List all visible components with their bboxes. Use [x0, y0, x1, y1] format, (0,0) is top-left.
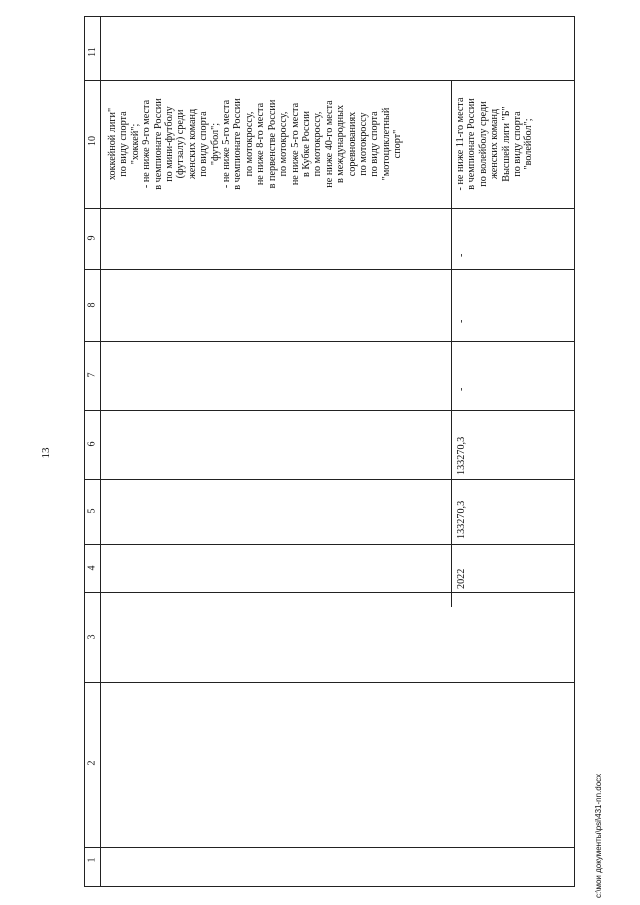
column-separator: [85, 544, 574, 545]
cell-col5-row2: 133270,3: [456, 500, 467, 539]
column-separator: [85, 410, 574, 411]
cell-col9-row2: -: [456, 253, 467, 257]
column-header-6: 6: [86, 441, 98, 447]
column-separator: [85, 847, 574, 848]
cell-col10-row2: - не ниже 11-го места в чемпионате России по волейболу среди женских команд Высшей лиги "Б" по виду спорта "волейбол";: [455, 97, 535, 191]
column-header-7: 7: [86, 372, 98, 378]
column-header-8: 8: [86, 302, 98, 308]
column-separator: [85, 341, 574, 342]
column-header-9: 9: [86, 235, 98, 241]
column-header-2: 2: [86, 760, 98, 766]
cell-col7-row2: -: [456, 387, 467, 391]
cell-col6-row2: 133270,3: [456, 436, 467, 475]
cell-col8-row2: -: [456, 319, 467, 323]
column-header-1: 1: [86, 857, 98, 863]
file-path-footer: c:\мои документы\psi\431-nn.docx: [594, 773, 603, 898]
column-separator: [85, 269, 574, 270]
header-separator: [100, 17, 101, 886]
column-header-5: 5: [86, 508, 98, 514]
page-number: 13: [40, 447, 52, 459]
column-separator: [85, 479, 574, 480]
column-separator: [85, 592, 574, 593]
column-header-4: 4: [86, 565, 98, 571]
row-separator: [451, 80, 452, 607]
data-table: [84, 16, 575, 887]
cell-col4-row2: 2022: [456, 568, 467, 589]
column-header-10: 10: [86, 136, 98, 146]
column-separator: [85, 208, 574, 209]
cell-col10-row1: хоккейной лиги" по виду спорта "хоккей"; - не ниже 9-го места в чемпионате России по мини-футболу (футзалу) среди женских команд по виду спорта "футбол"; - не ниже 5-го места в чемпионате России по мотокроссу, не ниже 8-го места в первенстве России по мотокроссу, не ниже 5-го места в Кубке России по мотокроссу, не ниже 40-го места в международных соревнованиях по мотокроссу по виду спорта "мотоциклетный спорт": [107, 98, 404, 190]
column-separator: [85, 80, 574, 81]
column-header-11: 11: [86, 47, 98, 57]
column-header-3: 3: [86, 634, 98, 640]
column-separator: [85, 682, 574, 683]
